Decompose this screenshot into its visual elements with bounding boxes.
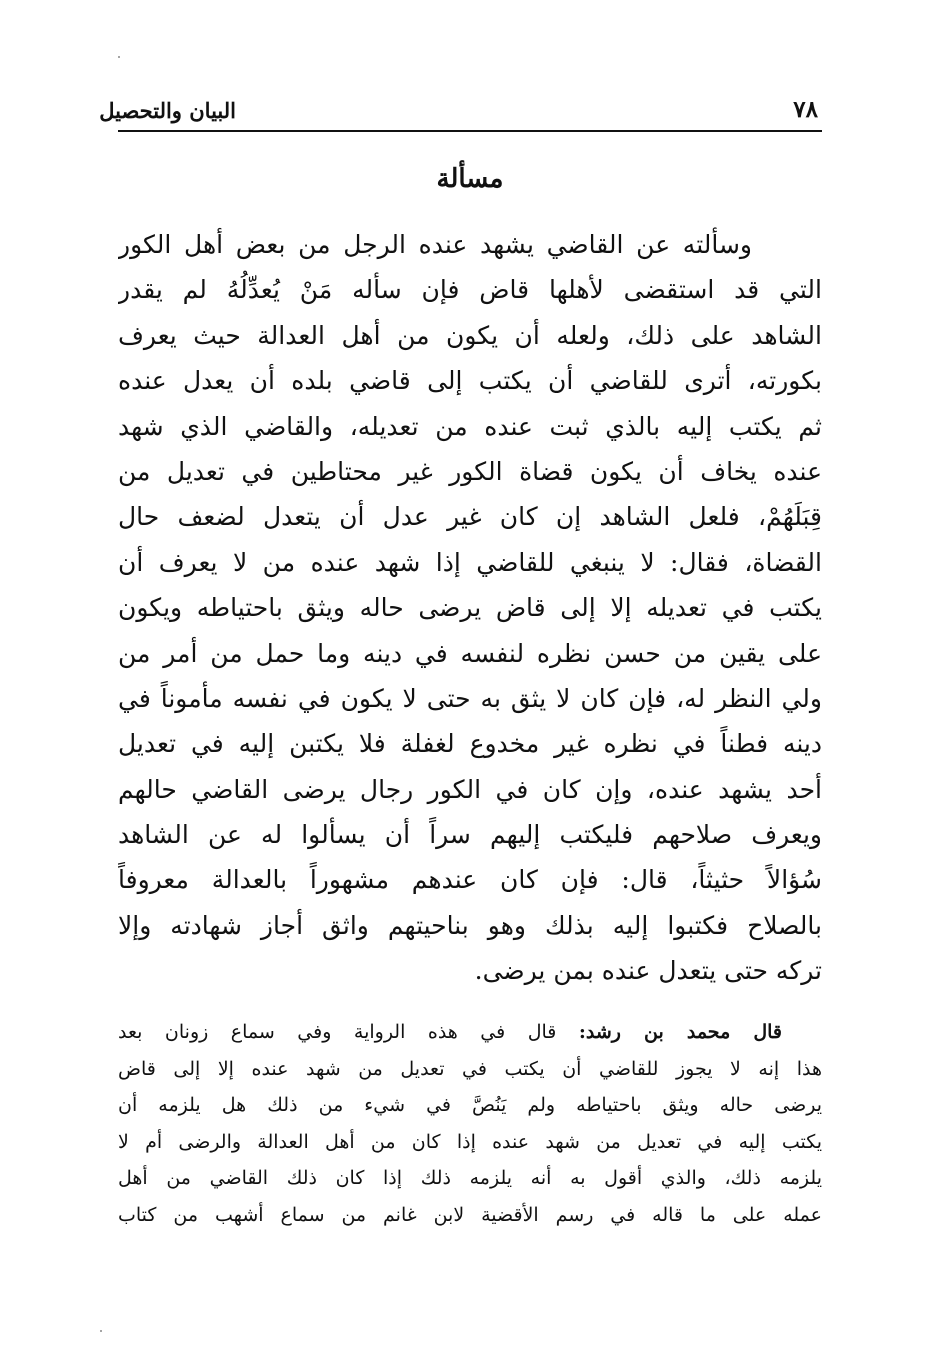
commentary-speaker: قال محمد بن رشد: (578, 1021, 782, 1043)
commentary-first-line-text: قال في هذه الرواية وفي سماع زونان بعد (118, 1021, 557, 1043)
text-line: بكورته، أترى للقاضي أن يكتب إلى قاضي بلده أن يعدل عنده (118, 366, 822, 396)
text-line: سُؤالاً حثيثاً، قال: فإن كان عندهم مشهوراً بالعدالة معروفاً (118, 865, 822, 895)
text-line: تركه حتى يتعدل عنده بمن يرضى. (474, 956, 822, 986)
commentary-paragraph (118, 1014, 822, 1234)
text-line: عنده يخاف أن يكون قضاة الكور غير محتاطين في تعديل من (118, 456, 822, 486)
text-line: يكتب إليه في تعديل من شهد عنده إذا كان من أهل العدالة والرضى أم لا (118, 1130, 822, 1153)
page-number: ٧٨ (793, 96, 818, 123)
text-line: القضاة، فقال: لا ينبغي للقاضي إذا شهد عنده من لا يعرف أن (118, 547, 822, 577)
text-line: يكتب في تعديله إلا إلى قاض يرضى حاله ويثق باحتياطه ويكون (118, 593, 822, 623)
text-line: وسألته عن القاضي يشهد عنده الرجل من بعض أهل الكور (118, 230, 752, 259)
section-title: مسألة (436, 164, 504, 194)
commentary-first-line (118, 1014, 822, 1051)
header-rule (118, 130, 822, 132)
text-line: بالصلاح فكتبوا إليه بذلك وهو بناحيتهم واثق أجاز شهادته وإلا (118, 910, 822, 940)
page-header (99, 96, 822, 130)
text-line: ولي النظر له، فإن كان لا يثق به حتى لا يكون في نفسه مأموناً في (118, 683, 822, 713)
text-line: التي قد استقضى لأهلها قاض فإن سأله مَنْ يُعدِّلُهُ لم يقدر (118, 275, 822, 305)
text-line: دينه فطناً في نظره غير مخدوع لغفلة فلا يكتبن إليه في تعديل (118, 729, 822, 759)
text-line: يلزمه ذلك، والذي أقول به أنه يلزمه ذلك إذا كان ذلك القاضي من أهل (118, 1167, 822, 1190)
question-paragraph (118, 222, 822, 994)
scan-speck (118, 56, 120, 58)
text-line: الشاهد على ذلك، ولعله أن يكون من أهل العدالة حيث يعرف (118, 320, 822, 350)
scan-speck (100, 1330, 102, 1332)
text-line: على يقين من حسن نظره لنفسه في دينه وما حمل من أمر من (118, 638, 822, 668)
text-line: ويعرف صلاحهم فليكتب إليهم سراً أن يسألوا له عن الشاهد (118, 820, 822, 850)
text-line: قِبَلَهُمْ، فلعل الشاهد إن كان غير عدل أن يتعدل لضعف حال (118, 502, 822, 532)
text-line: يرضى حاله ويثق باحتياطه ولم يَنُصَّ في شيء من ذلك هل يلزمه أن (118, 1094, 822, 1117)
text-line: هذا إنه لا يجوز للقاضي أن يكتب في تعديل من شهد عنده إلا إلى قاض (118, 1057, 822, 1080)
text-line: عمله على ما قاله في رسم الأقضية لابن غانم من سماع أشهب من كتاب (118, 1203, 822, 1226)
text-line: ثم يكتب إليه بالذي ثبت عنده من تعديله، والقاضي الذي شهد (118, 411, 822, 441)
running-title: البيان والتحصيل (99, 98, 236, 123)
text-line: أحد يشهد عنده، وإن كان في الكور رجال يرضى القاضي حالهم (118, 774, 822, 804)
